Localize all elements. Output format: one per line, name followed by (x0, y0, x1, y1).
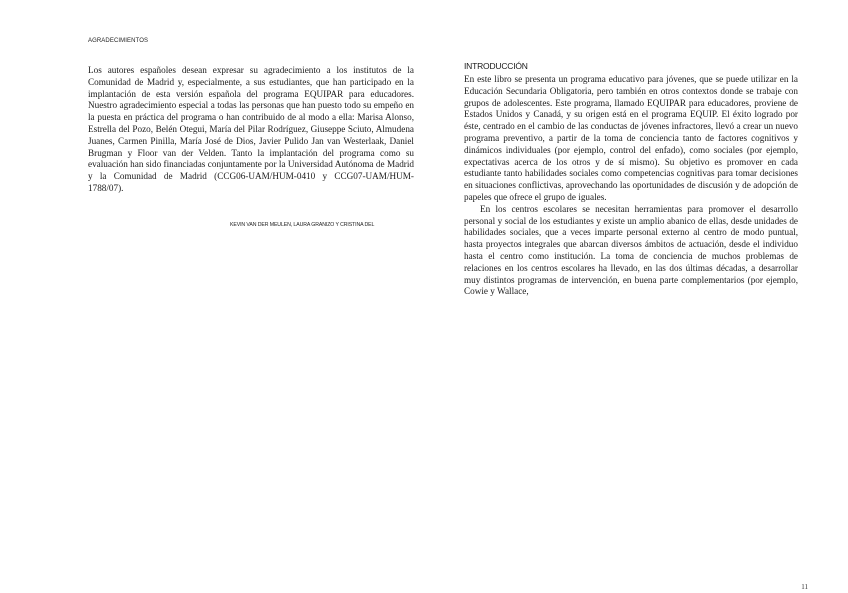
right-page (424, 0, 848, 593)
introduction-body (464, 74, 798, 298)
acknowledgement-paragraph: Los autores españoles desean expresar su agradecimiento a los institutos de la Comunidad de Madrid y, especialmente, a sus estudiantes, que han participado en la implantación de esta versión española del programa EQUIPAR para educadores. Nuestro agradecimiento especial a todas las personas que han puesto todo su empeño en la puesta en práctica del programa o han contribuido de al modo a ella: Marisa Alonso, Estrella del Pozo, Belén Otegui, María del Pilar Rodríguez, Giuseppe Sciuto, Almudena Juanes, Carmen Pinilla, María José de Dios, Javier Pulido Jan van Westerlaak, Daniel Brugman y Floor van der Velden. Tanto la implantación del programa como su evaluación han sido financiadas conjuntamente por la Universidad Autónoma de Madrid y la Comunidad de Madrid (CCG06-UAM/HUM-0410 y CCG07-UAM/HUM-1788/07). (88, 65, 414, 193)
intro-paragraph-1: En este libro se presenta un programa educativo para jóvenes, que se puede utilizar en la Educación Secundaria Obligatoria, pero también en otros contextos donde se trabaje con grupos de adolescentes. Este programa, llamado EQUIPAR para educadores, proviene de Estados Unidos y Canadá, y su origen está en el programa EQUIP. El éxito logrado por éste, centrado en el cambio de las conductas de jóvenes infractores, llevó a crear un nuevo programa preventivo, a partir de la toma de conciencia tanto de factores cognitivos y dinámicos individuales (por ejemplo, control del enfado), como sociales (por ejemplo, expectativas acerca de los otros y de sí mismo). Su objetivo es promover en cada estudiante tanto habilidades sociales como competencias cognitivas para tomar decisiones en situaciones conflictivas, aprovechando las oportunidades de discusión y de adopción de papeles que ofrece el grupo de iguales. (464, 74, 798, 202)
acknowledgement-body (88, 65, 414, 195)
intro-paragraph-2: En los centros escolares se necesitan herramientas para promover el desarrollo personal y social de los estudiantes y existe un amplio abanico de ellas, desde unidades de habilidades sociales, que a veces imparte personal externo al centro de modo puntual, hasta proyectos integrales que abarcan diversos ámbitos de actuación, desde el individuo hasta el centro como institución. La toma de conciencia de muchos problemas de relaciones en los centros escolares ha llevado, en las dos últimas décadas, a desarrollar muy distintos programas de intervención, en buena parte complementarios (por ejemplo, Cowie y Wallace, (464, 203, 798, 297)
page-number: 11 (801, 583, 808, 591)
running-head: AGRADECIMIENTOS (88, 38, 149, 44)
author-signature: KEVIN VAN DER MEULEN, LAURA GRANIZO Y CRISTINA DEL (230, 222, 375, 228)
section-heading: INTRODUCCIÓN (464, 61, 528, 71)
